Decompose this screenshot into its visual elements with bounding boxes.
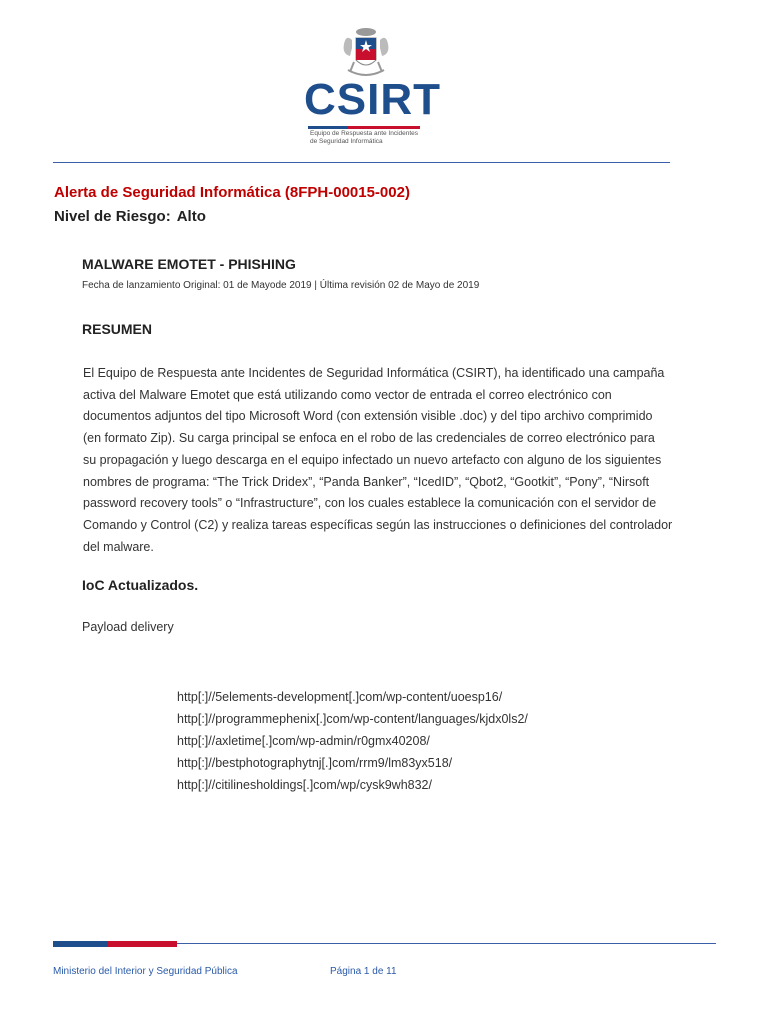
summary-line: nombres de programa: “The Trick Dridex”, “Panda Banker”, “IcedID”, “Qbot2, “Gootkit”, “Pony”, “Nirsoft — [83, 474, 650, 489]
malware-title: MALWARE EMOTET - PHISHING — [82, 256, 296, 272]
risk-label: Nivel de Riesgo: — [54, 208, 171, 225]
ioc-url: http[:]//5elements-development[.]com/wp-content/uoesp16/ — [177, 690, 503, 704]
alert-title: Alerta de Seguridad Informática (8FPH-00015-002) — [54, 184, 410, 201]
summary-line: (en formato Zip). Su carga principal se enfoca en el robo de las credenciales de correo electrónico para — [83, 431, 655, 446]
logo-text: CSIRT — [304, 75, 441, 124]
logo-color-bar — [308, 126, 420, 129]
ioc-url-list — [177, 686, 528, 796]
coat-of-arms-icon — [338, 26, 394, 82]
release-info: Fecha de lanzamiento Original: 01 de Mayode 2019 | Última revisión 02 de Mayo de 2019 — [82, 280, 480, 291]
summary-heading: RESUMEN — [82, 321, 153, 337]
csirt-logo — [300, 26, 441, 146]
header-divider — [53, 162, 670, 163]
risk-value: Alto — [176, 208, 206, 225]
ioc-heading: IoC Actualizados. — [82, 577, 199, 593]
footer-page-number: Página 1 de 11 — [330, 966, 397, 977]
payload-label: Payload delivery — [82, 620, 174, 634]
ioc-url: http[:]//bestphotographytnj[.]com/rrm9/lm83yx518/ — [177, 756, 453, 770]
logo-subtitle: Equipo de Respuesta ante Incidentes de Seguridad Informática — [310, 130, 419, 145]
summary-line: El Equipo de Respuesta ante Incidentes de Seguridad Informática (CSIRT), ha identificado una campaña — [83, 366, 665, 380]
risk-level — [54, 208, 212, 225]
summary-line: su propagación y luego descarga en el equipo infectado un nuevo artefacto con alguno de los siguientes — [83, 452, 662, 467]
summary-line: documentos adjuntos del tipo Microsoft Word (con extensión visible .doc) y del tipo archivo comprimido — [83, 409, 653, 424]
ioc-url: http[:]//axletime[.]com/wp-admin/r0gmx40208/ — [177, 734, 430, 748]
footer-ministry: Ministerio del Interior y Seguridad Pública — [53, 966, 238, 977]
summary-line: del malware. — [83, 539, 154, 554]
summary-line: activa del Malware Emotet que está utilizando como vector de entrada el correo electrónico con — [83, 387, 612, 402]
summary-paragraph — [83, 363, 673, 558]
ioc-url: http[:]//programmephenix[.]com/wp-content/languages/kjdx0ls2/ — [177, 712, 528, 726]
summary-line: Comando y Control (C2) y realiza tareas específicas según las instrucciones o definiciones del controlador — [83, 517, 673, 532]
footer-color-bar — [53, 941, 177, 947]
summary-line: password recovery tools” o “Infrastructure”, con los cuales establece la comunicación con el servidor de — [83, 496, 657, 511]
ioc-url: http[:]//citilinesholdings[.]com/wp/cysk9wh832/ — [177, 778, 432, 792]
